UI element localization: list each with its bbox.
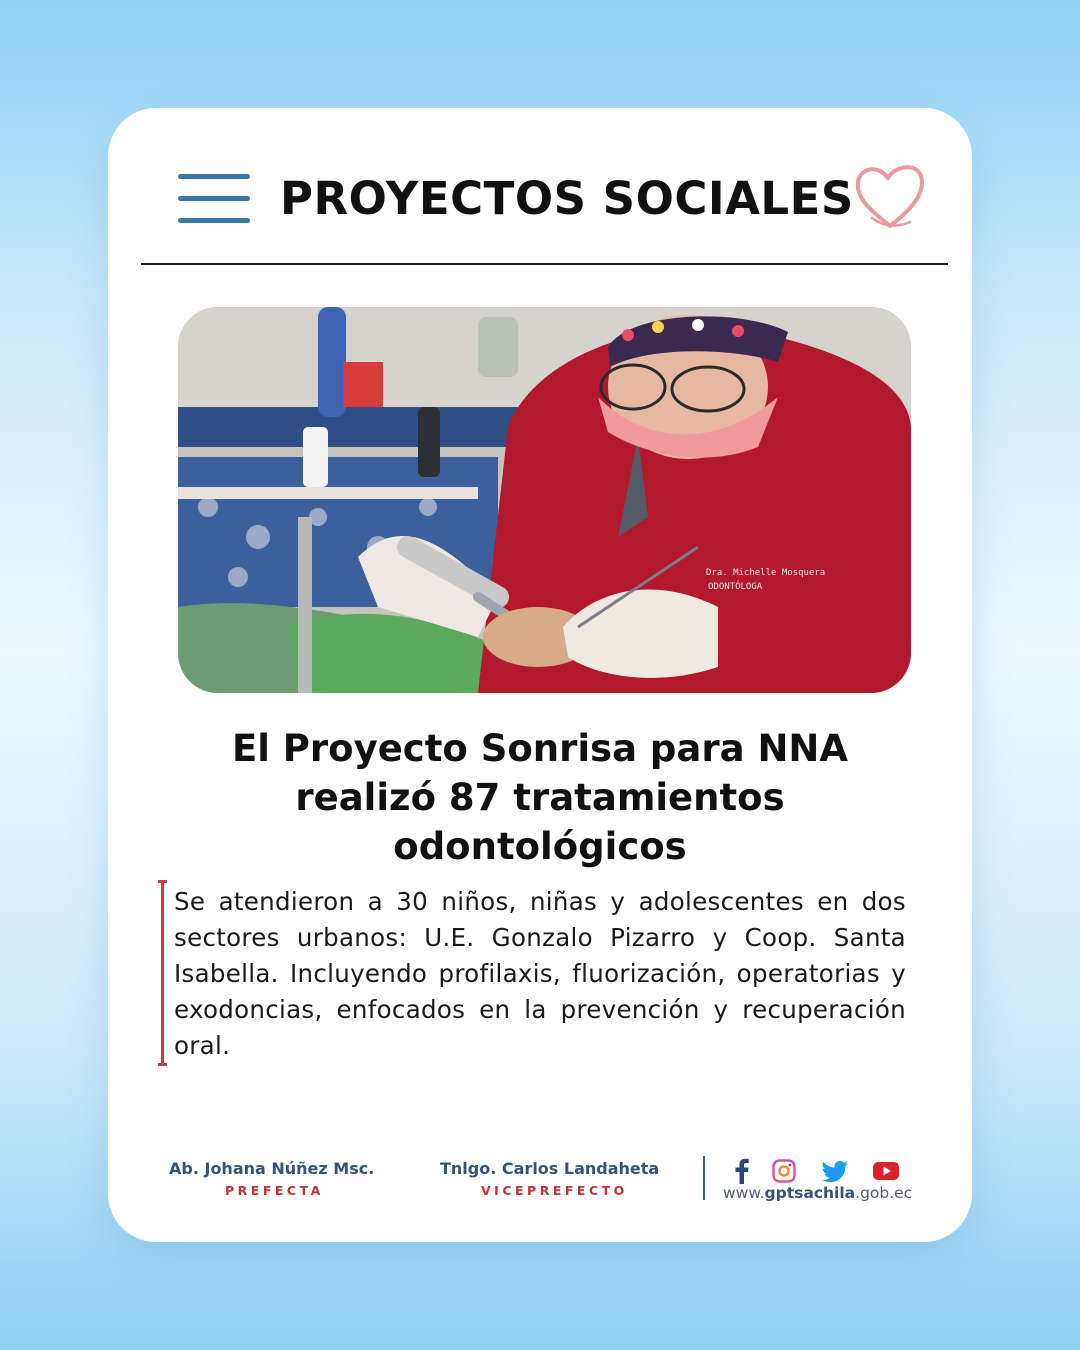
prefect-name: Ab. Johana Núñez Msc. xyxy=(169,1159,375,1178)
website-link[interactable]: www.gptsachila.gob.ec xyxy=(723,1184,913,1202)
facebook-icon[interactable] xyxy=(734,1158,750,1184)
menu-icon[interactable] xyxy=(178,174,250,224)
vice-prefect-name: Tnlgo. Carlos Landaheta xyxy=(440,1159,660,1178)
article-headline: El Proyecto Sonrisa para NNA realizó 87 tratamientos odontológicos xyxy=(231,727,849,868)
photo-badge-name: Dra. Michelle Mosquera xyxy=(706,568,826,578)
header-divider xyxy=(141,263,948,265)
instagram-icon[interactable] xyxy=(772,1158,796,1184)
dental-treatment-photo xyxy=(178,307,911,693)
quote-accent-bar xyxy=(161,880,164,1066)
post-card xyxy=(108,108,972,1242)
photo-badge-role: ODONTÓLOGA xyxy=(708,582,763,592)
footer-separator xyxy=(703,1156,705,1200)
twitter-icon[interactable] xyxy=(821,1158,849,1184)
page-title: PROYECTOS SOCIALES xyxy=(280,172,854,225)
youtube-icon[interactable] xyxy=(872,1158,900,1184)
heart-outline-icon xyxy=(852,160,928,232)
prefect-role: PREFECTA xyxy=(225,1183,324,1198)
article-body: Se atendieron a 30 niños, niñas y adolescentes en dos sectores urbanos: U.E. Gonzalo Pizarro y Coop. Santa Isabella. Incluyendo profilaxis, fluorización, operatorias y exodoncias, enfocados en la prevención y recuperación oral. xyxy=(174,887,906,1060)
vice-prefect-role: VICEPREFECTO xyxy=(481,1183,628,1198)
